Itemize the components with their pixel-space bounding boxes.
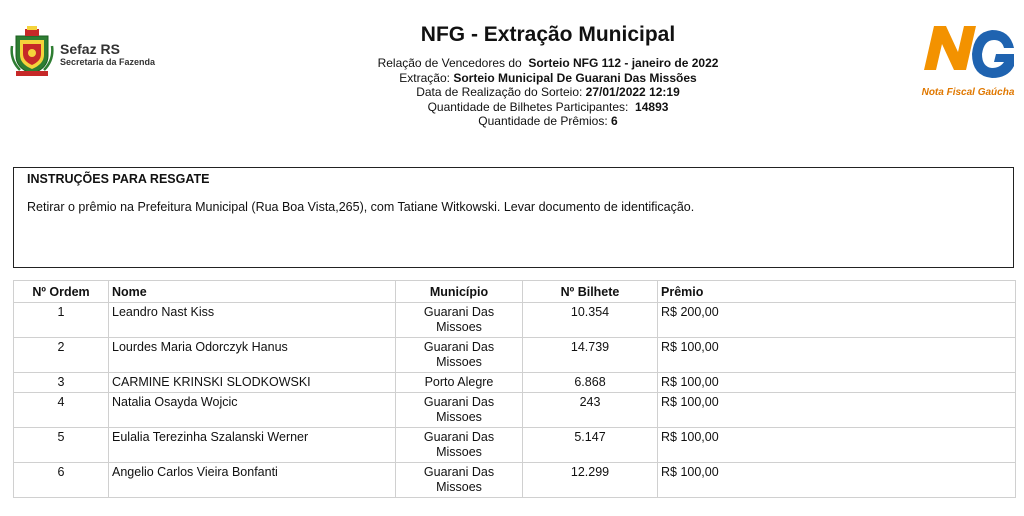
cell-ordem: 3 — [14, 373, 109, 393]
municipio-line-2: Missoes — [436, 320, 482, 334]
info-line-3 — [330, 85, 766, 100]
cell-ordem: 1 — [14, 303, 109, 338]
cell-municipio — [396, 463, 523, 498]
municipio-line-2: Missoes — [436, 410, 482, 424]
cell-bilhete: 5.147 — [523, 428, 658, 463]
cell-ordem: 4 — [14, 393, 109, 428]
cell-premio: R$ 100,00 — [658, 373, 1016, 393]
cell-bilhete: 243 — [523, 393, 658, 428]
info-line-1 — [330, 56, 766, 71]
cell-bilhete: 12.299 — [523, 463, 658, 498]
sefaz-subtitle: Secretaria da Fazenda — [60, 57, 156, 67]
table-header-row — [14, 281, 1016, 303]
cell-premio: R$ 100,00 — [658, 463, 1016, 498]
rs-coat-of-arms-icon — [10, 26, 54, 78]
nfg-logo-text: Nota Fiscal Gaúcha — [921, 87, 1015, 98]
municipio-line-2: Missoes — [436, 445, 482, 459]
municipio-line-1: Guarani Das — [423, 465, 495, 479]
cell-nome: Leandro Nast Kiss — [109, 303, 396, 338]
info-label-1: Relação de Vencedores do — [377, 56, 522, 70]
nfg-logo — [918, 18, 1018, 102]
info-value-3: 27/01/2022 12:19 — [585, 85, 680, 100]
cell-nome: Angelio Carlos Vieira Bonfanti — [109, 463, 396, 498]
sefaz-logo — [10, 26, 155, 78]
cell-municipio — [396, 303, 523, 338]
table-row — [14, 463, 1016, 498]
cell-premio: R$ 100,00 — [658, 393, 1016, 428]
info-line-2 — [330, 71, 766, 86]
cell-ordem: 2 — [14, 338, 109, 373]
cell-nome: Lourdes Maria Odorczyk Hanus — [109, 338, 396, 373]
sefaz-title: Sefaz RS — [60, 41, 120, 57]
report-header — [330, 20, 766, 129]
municipio-line-2: Missoes — [436, 355, 482, 369]
cell-bilhete: 10.354 — [523, 303, 658, 338]
instructions-title: INSTRUÇÕES PARA RESGATE — [27, 172, 210, 186]
info-label-5: Quantidade de Prêmios: — [478, 114, 608, 129]
cell-municipio — [396, 338, 523, 373]
col-header-premio: Prêmio — [658, 281, 1016, 303]
info-label-2: Extração: — [399, 70, 450, 85]
cell-ordem: 5 — [14, 428, 109, 463]
cell-premio: R$ 100,00 — [658, 428, 1016, 463]
municipio-line-1: Guarani Das — [423, 305, 495, 319]
table-row — [14, 303, 1016, 338]
municipio-line-1: Guarani Das — [423, 395, 495, 409]
cell-ordem: 6 — [14, 463, 109, 498]
municipio-line-1: Porto Alegre — [424, 375, 494, 389]
cell-nome: CARMINE KRINSKI SLODKOWSKI — [109, 373, 396, 393]
table-row — [14, 393, 1016, 428]
col-header-nome: Nome — [109, 281, 396, 303]
col-header-ordem: Nº Ordem — [14, 281, 109, 303]
cell-premio: R$ 200,00 — [658, 303, 1016, 338]
cell-bilhete: 14.739 — [523, 338, 658, 373]
cell-nome: Natalia Osayda Wojcic — [109, 393, 396, 428]
info-label-3: Data de Realização do Sorteio: — [416, 85, 583, 100]
info-line-4 — [330, 100, 766, 115]
info-label-4: Quantidade de Bilhetes Participantes: — [427, 99, 629, 114]
cell-municipio — [396, 428, 523, 463]
col-header-municipio: Município — [396, 281, 523, 303]
info-line-5 — [330, 114, 766, 129]
table-row — [14, 338, 1016, 373]
municipio-line-2: Missoes — [436, 480, 482, 494]
cell-municipio — [396, 373, 523, 393]
info-value-1: Sorteio NFG 112 - janeiro de 2022 — [528, 56, 719, 70]
cell-bilhete: 6.868 — [523, 373, 658, 393]
info-value-2: Sorteio Municipal De Guarani Das Missões — [453, 70, 697, 85]
instructions-text: Retirar o prêmio na Prefeitura Municipal (Rua Boa Vista,265), com Tatiane Witkowski. Levar documento de identificação. — [27, 200, 695, 214]
page-title: NFG - Extração Municipal — [420, 23, 676, 46]
cell-nome: Eulalia Terezinha Szalanski Werner — [109, 428, 396, 463]
info-value-5: 6 — [611, 114, 618, 129]
instructions-box — [13, 167, 1014, 268]
municipio-line-1: Guarani Das — [423, 340, 495, 354]
table-row — [14, 373, 1016, 393]
col-header-bilhete: Nº Bilhete — [523, 281, 658, 303]
municipio-line-1: Guarani Das — [423, 430, 495, 444]
cell-premio: R$ 100,00 — [658, 338, 1016, 373]
winners-table — [13, 280, 1016, 498]
info-value-4: 14893 — [635, 99, 669, 114]
table-row — [14, 428, 1016, 463]
cell-municipio — [396, 393, 523, 428]
